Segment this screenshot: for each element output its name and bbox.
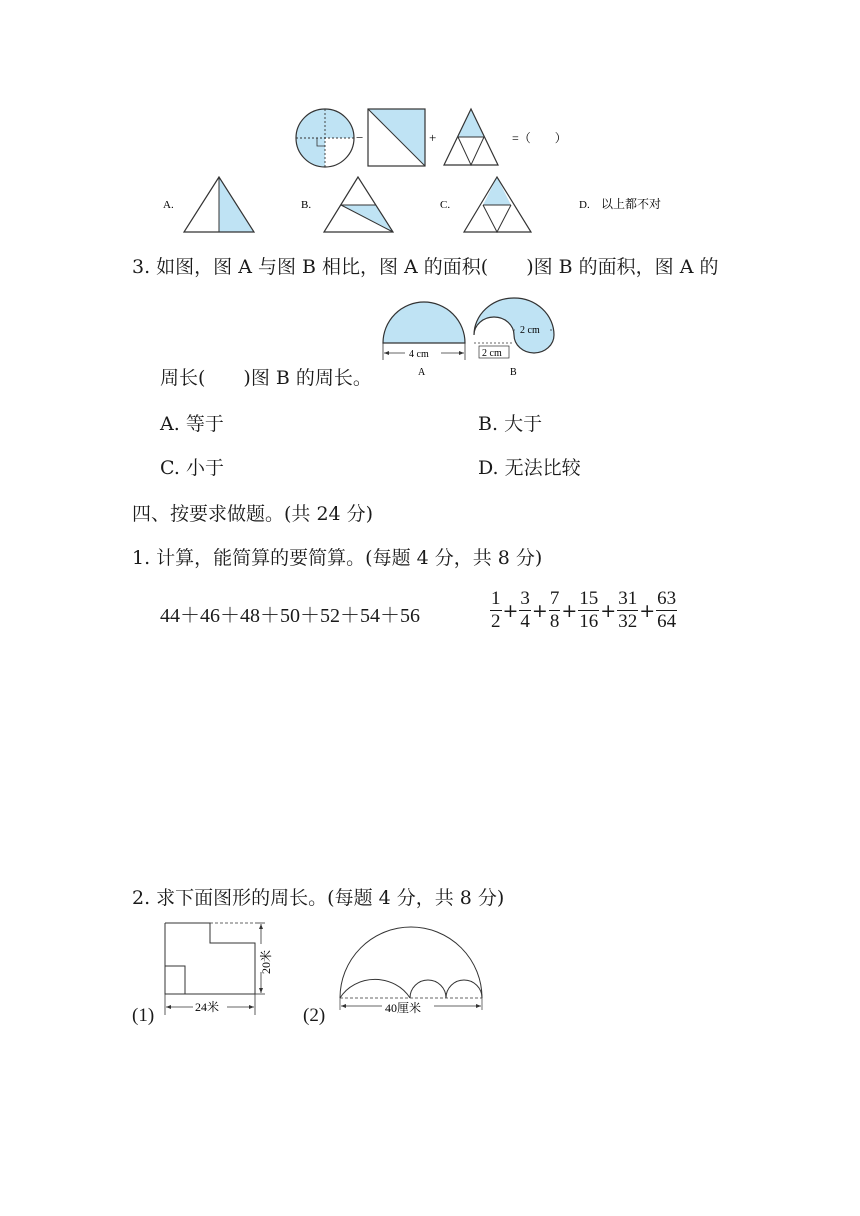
q2-option-a-label: A. — [163, 199, 174, 211]
q3-a-dim: 4 cm — [409, 349, 429, 360]
q2-option-a-figure — [184, 177, 254, 232]
q4-2-figure-1 — [160, 918, 290, 1023]
q4-2-fig1-height: 20米 — [259, 949, 273, 974]
plus-sign: + — [429, 130, 437, 145]
square-figure — [368, 109, 425, 166]
q2-option-c-label: C. — [440, 199, 451, 211]
q3-figure-a — [383, 302, 465, 378]
fraction-2: $\frac{3}{4}$ — [520, 588, 530, 632]
q4-1-expression-2: $\frac{1}{2}$ + $\frac{3}{4}$ + $\frac{7}{8}$ + $\frac{15}{16}$ + $\frac{31}{32}$ + $\frac{63}{64}$ — [491, 588, 677, 632]
q4-1-title: 1. 计算，能简算的要简算。(每题 4 分，共 8 分) — [132, 547, 543, 569]
triangle-figure — [444, 109, 498, 165]
q4-2-fig1-label: (1) — [132, 1005, 155, 1026]
q3-option-c-text: 小于 — [185, 457, 224, 479]
q3-option-c — [160, 453, 224, 480]
equals-blank: =（ ） — [512, 131, 567, 145]
q3-stem-line2: 周长( )图 B 的周长。 — [160, 367, 372, 389]
q3-option-b-text: 大于 — [504, 413, 543, 435]
q3-b-label: B — [510, 367, 517, 378]
q3-option-b-label: B. — [478, 413, 499, 435]
q2-option-d-text: 以上都不对 — [601, 197, 662, 211]
circle-figure — [296, 109, 354, 167]
q3-option-a-label: A. — [160, 413, 180, 435]
q3-figure — [375, 295, 575, 385]
q3-figure-b — [474, 298, 554, 378]
q4-2-figure-2 — [330, 918, 495, 1023]
q3-option-d-text: 无法比较 — [504, 457, 581, 479]
q3-option-c-label: C. — [160, 457, 180, 479]
q3-b-dim1: 2 cm — [520, 325, 540, 336]
fraction-5: $\frac{31}{32}$ — [618, 588, 638, 632]
q4-1-expression-1: 44＋46＋48＋50＋52＋54＋56 — [160, 605, 420, 627]
q4-2-fig1-width: 24米 — [195, 1000, 220, 1014]
q3-option-a — [160, 409, 224, 436]
q3-b-dim2: 2 cm — [482, 348, 502, 359]
fraction-6: $\frac{63}{64}$ — [657, 588, 677, 632]
q2-option-b-label: B. — [301, 199, 312, 211]
q3-option-a-text: 等于 — [185, 413, 224, 435]
q4-2-fig2-label: (2) — [303, 1005, 326, 1026]
minus-sign: − — [356, 130, 364, 145]
fraction-1: $\frac{1}{2}$ — [491, 588, 501, 632]
q3-stem-line1: 3. 如图，图 A 与图 B 相比，图 A 的面积( )图 B 的面积，图 A 的 — [132, 256, 719, 278]
section4-title: 四、按要求做题。(共 24 分) — [132, 503, 374, 525]
q3-a-label: A — [418, 367, 426, 378]
q2-option-b-figure — [324, 177, 393, 232]
q3-option-d-label: D. — [478, 457, 499, 479]
q2-figure-row — [0, 95, 860, 245]
q3-option-d — [478, 453, 581, 480]
fraction-3: $\frac{7}{8}$ — [549, 588, 560, 632]
fraction-4: $\frac{15}{16}$ — [579, 588, 599, 632]
q2-option-d-label: D. — [579, 199, 590, 211]
q3-option-b — [478, 409, 542, 436]
q2-option-c-figure — [464, 177, 531, 232]
q4-2-title: 2. 求下面图形的周长。(每题 4 分，共 8 分) — [132, 887, 505, 909]
q4-2-fig2-width: 40厘米 — [385, 1001, 422, 1015]
